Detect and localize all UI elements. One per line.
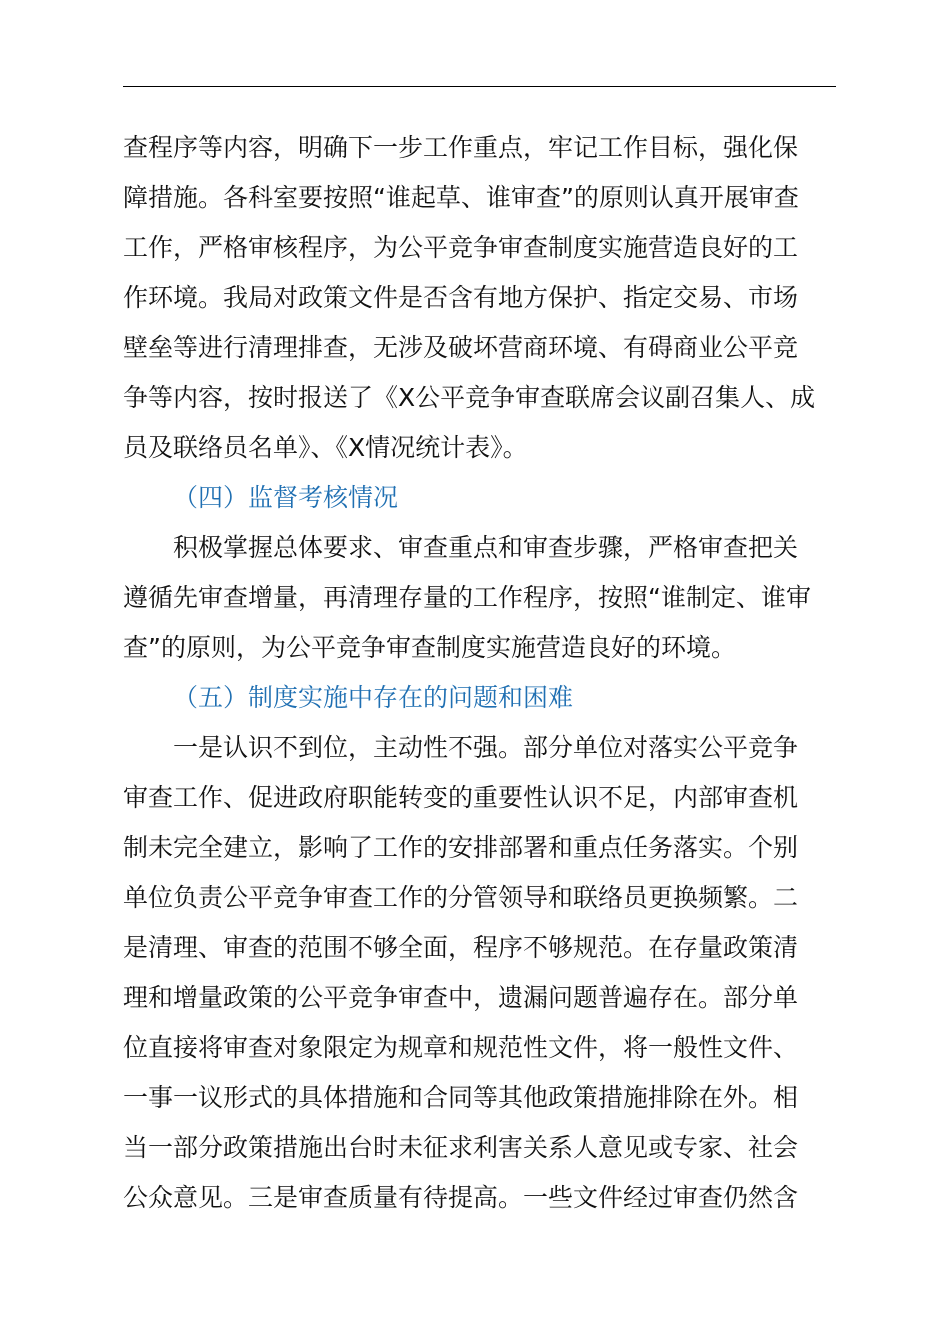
paragraph-line: 遵循先审查增量，再清理存量的工作程序，按照“谁制定、谁审 xyxy=(123,583,811,612)
paragraph-line: 作环境。我局对政策文件是否含有地方保护、指定交易、市场 xyxy=(123,283,799,312)
paragraph-line: 单位负责公平竞争审查工作的分管领导和联络员更换频繁。二 xyxy=(123,883,799,912)
body-text xyxy=(123,123,836,1223)
paragraph-line: 位直接将审查对象限定为规章和规范性文件，将一般性文件、 xyxy=(123,1033,799,1062)
paragraph-line: 员及联络员名单》、《X情况统计表》。 xyxy=(123,433,528,462)
section-heading-5: （五）制度实施中存在的问题和困难 xyxy=(173,683,574,712)
paragraph-line: 当一部分政策措施出台时未征求利害关系人意见或专家、社会 xyxy=(123,1133,799,1162)
paragraph-line: 审查工作、促进政府职能转变的重要性认识不足，内部审查机 xyxy=(123,783,799,812)
paragraph-line: 制未完全建立，影响了工作的安排部署和重点任务落实。个别 xyxy=(123,833,799,862)
paragraph-line: 争等内容，按时报送了《X公平竞争审查联席会议副召集人、成 xyxy=(123,383,816,412)
paragraph-line: 积极掌握总体要求、审查重点和审查步骤，严格审查把关 xyxy=(173,533,799,562)
paragraph-line: 一事一议形式的具体措施和合同等其他政策措施排除在外。相 xyxy=(123,1083,799,1112)
paragraph-line: 查程序等内容，明确下一步工作重点，牢记工作目标，强化保 xyxy=(123,133,799,162)
paragraph-line: 是清理、审查的范围不够全面，程序不够规范。在存量政策清 xyxy=(123,933,799,962)
paragraph-line: 障措施。各科室要按照“谁起草、谁审查”的原则认真开展审查 xyxy=(123,183,799,212)
paragraph-line: 壁垒等进行清理排查，无涉及破坏营商环境、有碍商业公平竞 xyxy=(123,333,799,362)
paragraph-line: 查”的原则，为公平竞争审查制度实施营造良好的环境。 xyxy=(123,633,736,662)
section-heading-4: （四）监督考核情况 xyxy=(173,483,399,512)
paragraph-line: 理和增量政策的公平竞争审查中，遗漏问题普遍存在。部分单 xyxy=(123,983,799,1012)
paragraph-line: 公众意见。三是审查质量有待提高。一些文件经过审查仍然含 xyxy=(123,1183,799,1212)
paragraph-line: 工作，严格审核程序，为公平竞争审查制度实施营造良好的工 xyxy=(123,233,799,262)
header-rule xyxy=(123,86,836,87)
paragraph-line: 一是认识不到位，主动性不强。部分单位对落实公平竞争 xyxy=(173,733,799,762)
